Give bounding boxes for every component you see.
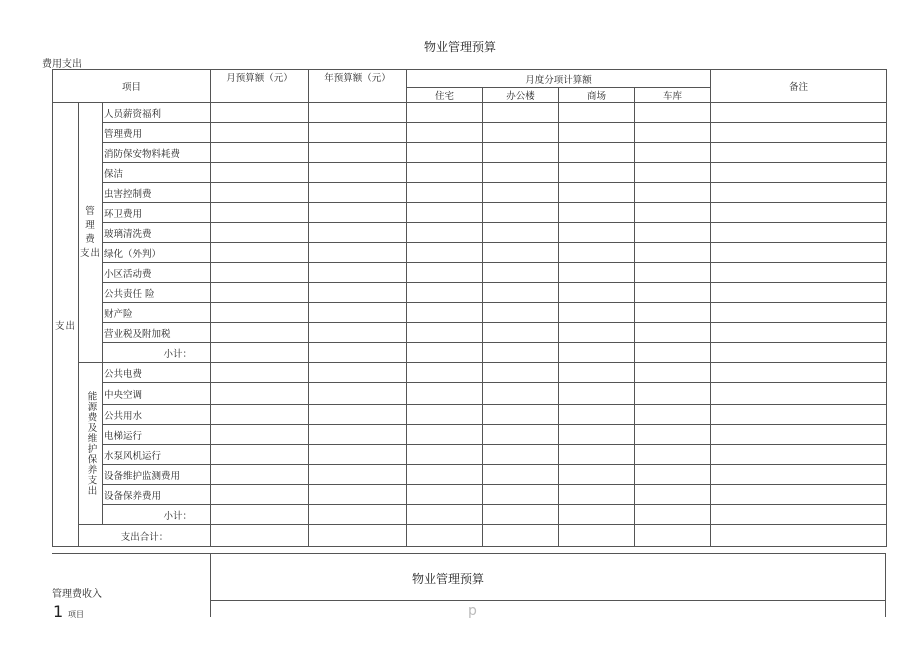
value-cell[interactable] xyxy=(309,203,407,223)
subtotal-label: 小计： xyxy=(103,343,211,363)
value-cell[interactable] xyxy=(711,425,887,445)
value-cell[interactable] xyxy=(711,263,887,283)
value-cell[interactable] xyxy=(559,485,635,505)
item-label: 玻璃清洗费 xyxy=(103,223,211,243)
item-label: 公共电费 xyxy=(103,363,211,383)
item-label: 消防保安物料耗费 xyxy=(103,143,211,163)
value-cell[interactable] xyxy=(711,363,887,383)
income-row-number: 1 xyxy=(53,602,64,621)
section-label: 费用支出 xyxy=(42,59,82,70)
value-cell[interactable] xyxy=(211,383,309,405)
value-cell[interactable] xyxy=(407,425,483,445)
value-cell[interactable] xyxy=(211,405,309,425)
total-label: 支出合计： xyxy=(79,525,211,547)
value-cell[interactable] xyxy=(711,283,887,303)
value-cell[interactable] xyxy=(309,103,407,123)
value-cell[interactable] xyxy=(309,525,407,547)
value-cell[interactable] xyxy=(483,183,559,203)
value-cell[interactable] xyxy=(635,143,711,163)
item-label: 电梯运行 xyxy=(103,425,211,445)
value-cell[interactable] xyxy=(635,303,711,323)
header-split: 月度分项计算额 xyxy=(407,70,711,88)
value-cell[interactable] xyxy=(483,303,559,323)
value-cell[interactable] xyxy=(483,123,559,143)
item-label: 保洁 xyxy=(103,163,211,183)
value-cell[interactable] xyxy=(407,263,483,283)
table-row xyxy=(53,283,887,303)
value-cell[interactable] xyxy=(635,163,711,183)
value-cell[interactable] xyxy=(309,485,407,505)
header-office: 办公楼 xyxy=(483,88,559,103)
value-cell[interactable] xyxy=(309,123,407,143)
value-cell[interactable] xyxy=(559,263,635,283)
value-cell[interactable] xyxy=(635,525,711,547)
value-cell[interactable] xyxy=(211,525,309,547)
value-cell[interactable] xyxy=(559,203,635,223)
value-cell[interactable] xyxy=(559,163,635,183)
item-label: 小区活动费 xyxy=(103,263,211,283)
value-cell[interactable] xyxy=(711,163,887,183)
item-label: 公共用水 xyxy=(103,405,211,425)
item-label: 虫害控制费 xyxy=(103,183,211,203)
value-cell[interactable] xyxy=(309,243,407,263)
value-cell[interactable] xyxy=(407,283,483,303)
value-cell[interactable] xyxy=(635,263,711,283)
value-cell[interactable] xyxy=(407,143,483,163)
value-cell[interactable] xyxy=(635,363,711,383)
item-label: 设备维护监测费用 xyxy=(103,465,211,485)
value-cell[interactable] xyxy=(711,183,887,203)
value-cell[interactable] xyxy=(635,425,711,445)
table-row xyxy=(53,203,887,223)
value-cell[interactable] xyxy=(309,223,407,243)
table-row xyxy=(53,243,887,263)
group2-label: 能源费及维护保养支出 xyxy=(79,363,103,525)
value-cell[interactable] xyxy=(559,405,635,425)
value-cell[interactable] xyxy=(407,243,483,263)
value-cell[interactable] xyxy=(407,323,483,343)
header-item: 项目 xyxy=(53,70,211,103)
group-outer-label: 支出 xyxy=(53,103,79,547)
value-cell[interactable] xyxy=(559,123,635,143)
income-row-item: 项目 xyxy=(68,610,84,619)
table-row xyxy=(53,143,887,163)
value-cell[interactable] xyxy=(407,163,483,183)
group1-label: 管 理 费 支出 xyxy=(79,103,103,363)
value-cell[interactable] xyxy=(309,343,407,363)
value-cell[interactable] xyxy=(309,263,407,283)
value-cell[interactable] xyxy=(309,283,407,303)
table-row xyxy=(53,405,887,425)
value-cell[interactable] xyxy=(407,445,483,465)
table-row xyxy=(53,363,887,383)
value-cell[interactable] xyxy=(211,323,309,343)
value-cell[interactable] xyxy=(211,263,309,283)
value-cell[interactable] xyxy=(483,283,559,303)
value-cell[interactable] xyxy=(407,203,483,223)
value-cell[interactable] xyxy=(483,323,559,343)
value-cell[interactable] xyxy=(211,183,309,203)
value-cell[interactable] xyxy=(211,303,309,323)
value-cell[interactable] xyxy=(711,465,887,485)
value-cell[interactable] xyxy=(483,263,559,283)
value-cell[interactable] xyxy=(635,123,711,143)
income-label: 管理费收入 xyxy=(52,589,102,600)
value-cell[interactable] xyxy=(483,363,559,383)
value-cell[interactable] xyxy=(407,383,483,405)
value-cell[interactable] xyxy=(711,485,887,505)
value-cell[interactable] xyxy=(635,103,711,123)
value-cell[interactable] xyxy=(407,303,483,323)
budget-table xyxy=(52,69,887,547)
value-cell[interactable] xyxy=(211,283,309,303)
total-row xyxy=(53,525,887,547)
header-garage: 车库 xyxy=(635,88,711,103)
value-cell[interactable] xyxy=(711,323,887,343)
value-cell[interactable] xyxy=(711,505,887,525)
value-cell[interactable] xyxy=(635,243,711,263)
value-cell[interactable] xyxy=(211,485,309,505)
subtotal-row xyxy=(53,343,887,363)
value-cell[interactable] xyxy=(309,363,407,383)
value-cell[interactable] xyxy=(483,243,559,263)
subtotal-label: 小计： xyxy=(103,505,211,525)
value-cell[interactable] xyxy=(407,505,483,525)
value-cell[interactable] xyxy=(559,343,635,363)
value-cell[interactable] xyxy=(635,445,711,465)
value-cell[interactable] xyxy=(483,143,559,163)
table-row xyxy=(53,163,887,183)
value-cell[interactable] xyxy=(211,223,309,243)
header-annual: 年预算额（元） xyxy=(309,70,407,103)
value-cell[interactable] xyxy=(309,505,407,525)
value-cell[interactable] xyxy=(309,163,407,183)
value-cell[interactable] xyxy=(559,363,635,383)
header-monthly: 月预算额（元） xyxy=(211,70,309,103)
value-cell[interactable] xyxy=(309,303,407,323)
value-cell[interactable] xyxy=(559,445,635,465)
table-row xyxy=(53,183,887,203)
income-title: 物业管理预算 xyxy=(412,572,485,586)
value-cell[interactable] xyxy=(559,223,635,243)
value-cell[interactable] xyxy=(407,183,483,203)
value-cell[interactable] xyxy=(483,445,559,465)
table-row xyxy=(53,425,887,445)
value-cell[interactable] xyxy=(483,103,559,123)
value-cell[interactable] xyxy=(711,123,887,143)
value-cell[interactable] xyxy=(211,445,309,465)
value-cell[interactable] xyxy=(483,223,559,243)
value-cell[interactable] xyxy=(635,383,711,405)
page-title: 物业管理预算 xyxy=(424,40,497,54)
header-note: 备注 xyxy=(711,70,887,103)
value-cell[interactable] xyxy=(559,283,635,303)
subtotal-row xyxy=(53,505,887,525)
table-row xyxy=(53,465,887,485)
value-cell[interactable] xyxy=(309,425,407,445)
value-cell[interactable] xyxy=(211,363,309,383)
value-cell[interactable] xyxy=(635,203,711,223)
value-cell[interactable] xyxy=(483,343,559,363)
value-cell[interactable] xyxy=(711,143,887,163)
table-row xyxy=(53,263,887,283)
value-cell[interactable] xyxy=(407,123,483,143)
value-cell[interactable] xyxy=(211,123,309,143)
value-cell[interactable] xyxy=(211,343,309,363)
value-cell[interactable] xyxy=(711,405,887,425)
table-row xyxy=(53,303,887,323)
value-cell[interactable] xyxy=(559,525,635,547)
item-label: 人员薪资福利 xyxy=(103,103,211,123)
value-cell[interactable] xyxy=(309,383,407,405)
value-cell[interactable] xyxy=(211,243,309,263)
value-cell[interactable] xyxy=(407,405,483,425)
value-cell[interactable] xyxy=(211,103,309,123)
value-cell[interactable] xyxy=(711,223,887,243)
value-cell[interactable] xyxy=(309,445,407,465)
item-label: 环卫费用 xyxy=(103,203,211,223)
value-cell[interactable] xyxy=(559,425,635,445)
value-cell[interactable] xyxy=(711,103,887,123)
value-cell[interactable] xyxy=(483,425,559,445)
value-cell[interactable] xyxy=(407,343,483,363)
value-cell[interactable] xyxy=(635,183,711,203)
item-label: 财产险 xyxy=(103,303,211,323)
value-cell[interactable] xyxy=(559,243,635,263)
value-cell[interactable] xyxy=(559,505,635,525)
item-label: 绿化（外判） xyxy=(103,243,211,263)
table-row xyxy=(53,383,887,405)
income-section xyxy=(52,553,886,621)
value-cell[interactable] xyxy=(711,525,887,547)
value-cell[interactable] xyxy=(559,103,635,123)
value-cell[interactable] xyxy=(559,383,635,405)
table-row xyxy=(53,485,887,505)
table-row xyxy=(53,103,887,123)
value-cell[interactable] xyxy=(309,323,407,343)
value-cell[interactable] xyxy=(309,143,407,163)
value-cell[interactable] xyxy=(483,525,559,547)
item-label: 中央空调 xyxy=(103,383,211,405)
value-cell[interactable] xyxy=(711,383,887,405)
item-label: 营业税及附加税 xyxy=(103,323,211,343)
table-row xyxy=(53,323,887,343)
value-cell[interactable] xyxy=(483,485,559,505)
value-cell[interactable] xyxy=(483,465,559,485)
header-mall: 商场 xyxy=(559,88,635,103)
value-cell[interactable] xyxy=(309,405,407,425)
value-cell[interactable] xyxy=(309,183,407,203)
value-cell[interactable] xyxy=(211,203,309,223)
value-cell[interactable] xyxy=(211,465,309,485)
value-cell[interactable] xyxy=(483,163,559,183)
table-row xyxy=(53,223,887,243)
value-cell[interactable] xyxy=(559,465,635,485)
value-cell[interactable] xyxy=(559,323,635,343)
value-cell[interactable] xyxy=(635,223,711,243)
value-cell[interactable] xyxy=(635,283,711,303)
table-row xyxy=(53,123,887,143)
value-cell[interactable] xyxy=(407,223,483,243)
item-label: 公共责任 险 xyxy=(103,283,211,303)
header-residential: 住宅 xyxy=(407,88,483,103)
value-cell[interactable] xyxy=(635,343,711,363)
value-cell[interactable] xyxy=(211,143,309,163)
value-cell[interactable] xyxy=(309,465,407,485)
value-cell[interactable] xyxy=(407,363,483,383)
income-fragment: p xyxy=(468,603,477,619)
value-cell[interactable] xyxy=(407,485,483,505)
value-cell[interactable] xyxy=(483,203,559,223)
value-cell[interactable] xyxy=(711,203,887,223)
item-label: 水泵风机运行 xyxy=(103,445,211,465)
value-cell[interactable] xyxy=(635,405,711,425)
value-cell[interactable] xyxy=(211,163,309,183)
value-cell[interactable] xyxy=(407,525,483,547)
value-cell[interactable] xyxy=(559,143,635,163)
value-cell[interactable] xyxy=(483,405,559,425)
value-cell[interactable] xyxy=(711,343,887,363)
value-cell[interactable] xyxy=(711,303,887,323)
value-cell[interactable] xyxy=(635,485,711,505)
value-cell[interactable] xyxy=(635,465,711,485)
value-cell[interactable] xyxy=(211,425,309,445)
value-cell[interactable] xyxy=(483,505,559,525)
value-cell[interactable] xyxy=(407,465,483,485)
item-label: 设备保养费用 xyxy=(103,485,211,505)
item-label: 管理费用 xyxy=(103,123,211,143)
value-cell[interactable] xyxy=(711,243,887,263)
value-cell[interactable] xyxy=(711,445,887,465)
value-cell[interactable] xyxy=(635,323,711,343)
value-cell[interactable] xyxy=(559,183,635,203)
value-cell[interactable] xyxy=(211,505,309,525)
value-cell[interactable] xyxy=(407,103,483,123)
table-row xyxy=(53,445,887,465)
value-cell[interactable] xyxy=(483,383,559,405)
value-cell[interactable] xyxy=(635,505,711,525)
value-cell[interactable] xyxy=(559,303,635,323)
